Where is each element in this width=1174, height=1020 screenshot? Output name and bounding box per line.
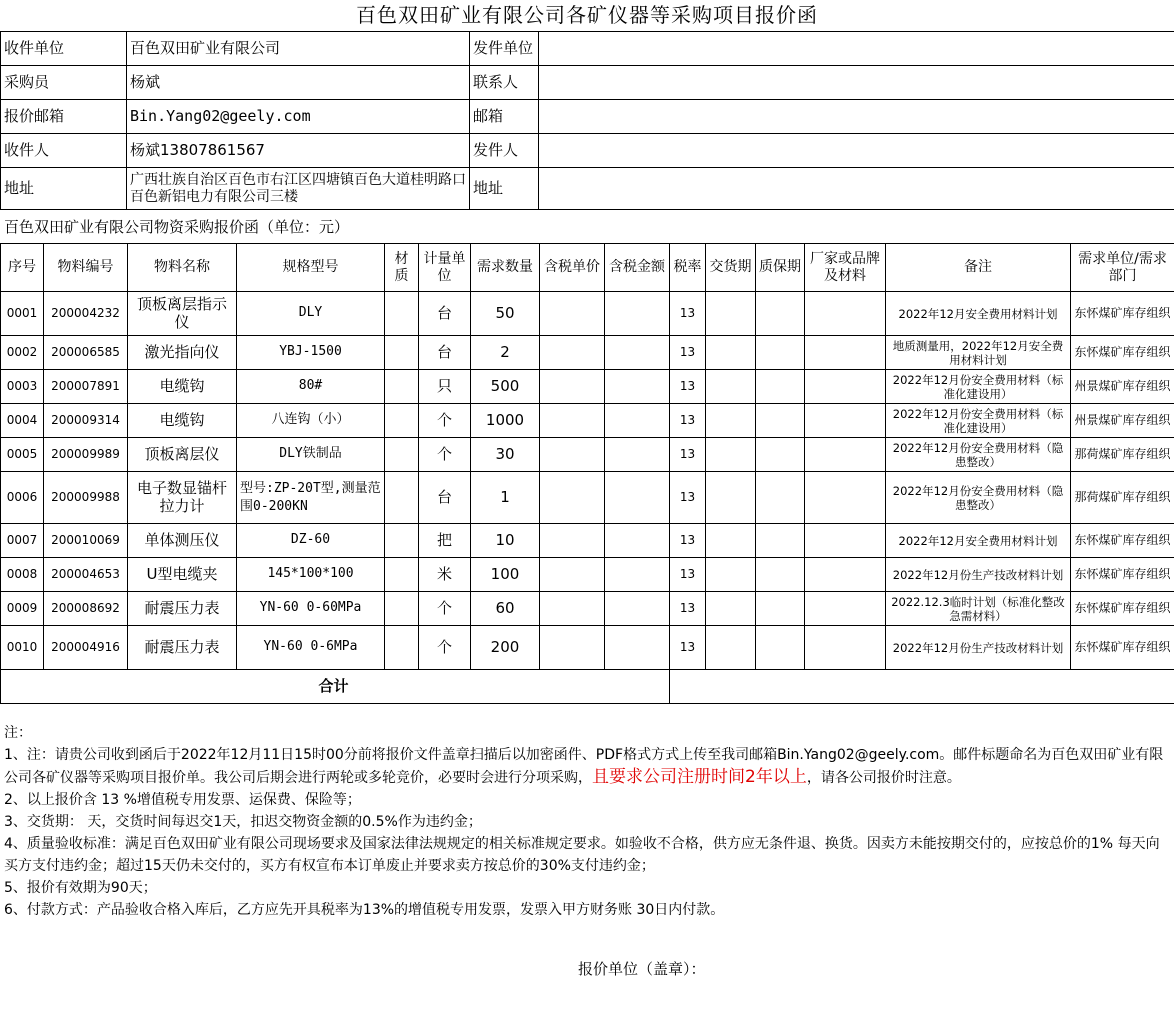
cell-code: 200004916 xyxy=(44,626,128,670)
cell-material[interactable] xyxy=(385,370,419,404)
info-row xyxy=(1,32,1174,66)
column-header: 材质 xyxy=(385,244,419,292)
info-value: 百色双田矿业有限公司 xyxy=(127,32,470,66)
column-header: 备注 xyxy=(886,244,1071,292)
cell-code: 200007891 xyxy=(44,370,128,404)
cell-no: 0007 xyxy=(1,524,44,558)
cell-tax: 13 xyxy=(670,404,706,438)
cell-name: 电子数显锚杆拉力计 xyxy=(128,472,237,524)
cell-material[interactable] xyxy=(385,336,419,370)
cell-price[interactable] xyxy=(540,336,605,370)
cell-no: 0004 xyxy=(1,404,44,438)
note-6: 6、付款方式：产品验收合格入库后，乙方应先开具税率为13%的增值税专用发票，发票入甲方财务账 30日内付款。 xyxy=(4,902,725,918)
cell-brand[interactable] xyxy=(805,370,886,404)
cell-delivery[interactable] xyxy=(706,524,756,558)
cell-remark: 2022年12月份安全费用材料（隐患整改） xyxy=(886,438,1071,472)
column-header: 含税单价 xyxy=(540,244,605,292)
cell-name: 顶板离层指示仪 xyxy=(128,292,237,336)
cell-amount[interactable] xyxy=(605,626,670,670)
cell-code: 200004232 xyxy=(44,292,128,336)
cell-spec: 145*100*100 xyxy=(237,558,385,592)
table-row xyxy=(1,558,1174,592)
cell-price[interactable] xyxy=(540,370,605,404)
cell-warranty[interactable] xyxy=(756,370,805,404)
cell-unit: 台 xyxy=(419,336,471,370)
cell-qty: 60 xyxy=(471,592,540,626)
cell-qty: 30 xyxy=(471,438,540,472)
cell-qty: 2 xyxy=(471,336,540,370)
cell-remark: 地质测量用，2022年12月安全费用材料计划 xyxy=(886,336,1071,370)
cell-remark: 2022年12月份生产技改材料计划 xyxy=(886,626,1071,670)
total-label: 合计 xyxy=(1,670,670,704)
column-header: 规格型号 xyxy=(237,244,385,292)
info-label: 发件单位 xyxy=(470,32,539,66)
cell-warranty[interactable] xyxy=(756,472,805,524)
cell-no: 0005 xyxy=(1,438,44,472)
cell-material[interactable] xyxy=(385,626,419,670)
column-header: 厂家或品牌及材料 xyxy=(805,244,886,292)
cell-code: 200009988 xyxy=(44,472,128,524)
info-value xyxy=(539,100,1174,134)
cell-amount[interactable] xyxy=(605,404,670,438)
info-row xyxy=(1,66,1174,100)
table-row xyxy=(1,472,1174,524)
cell-code: 200006585 xyxy=(44,336,128,370)
cell-brand[interactable] xyxy=(805,292,886,336)
column-header: 需求单位/需求部门 xyxy=(1071,244,1174,292)
cell-name: 耐震压力表 xyxy=(128,626,237,670)
cell-spec: 型号:ZP-20T型,测量范围0-200KN xyxy=(237,472,385,524)
cell-qty: 1 xyxy=(471,472,540,524)
cell-no: 0002 xyxy=(1,336,44,370)
cell-dept: 东怀煤矿库存组织 xyxy=(1071,558,1174,592)
cell-no: 0009 xyxy=(1,592,44,626)
cell-warranty[interactable] xyxy=(756,626,805,670)
cell-name: 电缆钩 xyxy=(128,404,237,438)
cell-price[interactable] xyxy=(540,404,605,438)
cell-no: 0010 xyxy=(1,626,44,670)
column-header: 质保期 xyxy=(756,244,805,292)
info-value xyxy=(539,168,1174,210)
column-header: 交货期 xyxy=(706,244,756,292)
cell-code: 200004653 xyxy=(44,558,128,592)
table-row xyxy=(1,370,1174,404)
info-label: 邮箱 xyxy=(470,100,539,134)
cell-material[interactable] xyxy=(385,438,419,472)
column-header: 物料名称 xyxy=(128,244,237,292)
cell-remark: 2022年12月份安全费用材料（标准化建设用） xyxy=(886,404,1071,438)
cell-code: 200009989 xyxy=(44,438,128,472)
cell-tax: 13 xyxy=(670,370,706,404)
cell-delivery[interactable] xyxy=(706,438,756,472)
cell-code: 200009314 xyxy=(44,404,128,438)
cell-price[interactable] xyxy=(540,592,605,626)
cell-spec: YN-60 0-6MPa xyxy=(237,626,385,670)
cell-price[interactable] xyxy=(540,292,605,336)
cell-delivery[interactable] xyxy=(706,626,756,670)
cell-dept: 州景煤矿库存组织 xyxy=(1071,404,1174,438)
cell-unit: 台 xyxy=(419,472,471,524)
cell-remark: 2022年12月份安全费用材料（标准化建设用） xyxy=(886,370,1071,404)
cell-warranty[interactable] xyxy=(756,558,805,592)
cell-name: U型电缆夹 xyxy=(128,558,237,592)
cell-dept: 东怀煤矿库存组织 xyxy=(1071,592,1174,626)
info-label: 报价邮箱 xyxy=(1,100,127,134)
cell-price[interactable] xyxy=(540,558,605,592)
notes xyxy=(4,722,1170,921)
cell-qty: 200 xyxy=(471,626,540,670)
cell-dept: 东怀煤矿库存组织 xyxy=(1071,292,1174,336)
cell-remark: 2022年12月份安全费用材料（隐患整改） xyxy=(886,472,1071,524)
cell-material[interactable] xyxy=(385,524,419,558)
cell-spec: YN-60 0-60MPa xyxy=(237,592,385,626)
cell-amount[interactable] xyxy=(605,292,670,336)
info-value: 广西壮族自治区百色市右江区四塘镇百色大道桂明路口百色新铝电力有限公司三楼 xyxy=(127,168,470,210)
cell-delivery[interactable] xyxy=(706,592,756,626)
cell-material[interactable] xyxy=(385,292,419,336)
cell-dept: 东怀煤矿库存组织 xyxy=(1071,626,1174,670)
cell-tax: 13 xyxy=(670,438,706,472)
cell-name: 单体测压仪 xyxy=(128,524,237,558)
cell-tax: 13 xyxy=(670,336,706,370)
cell-qty: 10 xyxy=(471,524,540,558)
note-1-highlight: 且要求公司注册时间2年以上 xyxy=(592,767,807,787)
cell-spec: DLY铁制品 xyxy=(237,438,385,472)
table-row xyxy=(1,626,1174,670)
cell-dept: 那荷煤矿库存组织 xyxy=(1071,472,1174,524)
cell-unit: 只 xyxy=(419,370,471,404)
cell-unit: 个 xyxy=(419,626,471,670)
cell-spec: 80# xyxy=(237,370,385,404)
info-value: Bin.Yang02@geely.com xyxy=(127,100,470,134)
info-label: 收件人 xyxy=(1,134,127,168)
column-header: 含税金额 xyxy=(605,244,670,292)
cell-unit: 米 xyxy=(419,558,471,592)
cell-warranty[interactable] xyxy=(756,336,805,370)
info-label: 发件人 xyxy=(470,134,539,168)
cell-unit: 个 xyxy=(419,404,471,438)
table-header-row xyxy=(1,244,1174,292)
cell-amount[interactable] xyxy=(605,438,670,472)
cell-amount[interactable] xyxy=(605,524,670,558)
table-row xyxy=(1,292,1174,336)
cell-dept: 东怀煤矿库存组织 xyxy=(1071,336,1174,370)
cell-tax: 13 xyxy=(670,292,706,336)
cell-qty: 100 xyxy=(471,558,540,592)
cell-warranty[interactable] xyxy=(756,404,805,438)
cell-delivery[interactable] xyxy=(706,292,756,336)
note-1: 1、注：请贵公司收到函后于2022年12月11日15时00分前将报价文件盖章扫描后以加密函件、PDF格式方式上传至我司邮箱Bin.Yang02@geely.com。邮件标题命名为百色双田矿业有限公司各矿仪器等采购项目报价单。我公司后期会进行两轮或多轮竞价，必要时会进行分项采购，且要求公司注册时间2年以上，请各公司报价时注意。 xyxy=(4,747,1164,787)
cell-no: 0008 xyxy=(1,558,44,592)
cell-no: 0003 xyxy=(1,370,44,404)
table-row xyxy=(1,524,1174,558)
cell-unit: 个 xyxy=(419,592,471,626)
cell-amount[interactable] xyxy=(605,472,670,524)
cell-price[interactable] xyxy=(540,524,605,558)
cell-amount[interactable] xyxy=(605,336,670,370)
info-table xyxy=(0,31,1174,210)
cell-qty: 500 xyxy=(471,370,540,404)
cell-warranty[interactable] xyxy=(756,592,805,626)
cell-qty: 1000 xyxy=(471,404,540,438)
note-5: 5、报价有效期为90天； xyxy=(4,880,157,896)
cell-spec: DZ-60 xyxy=(237,524,385,558)
cell-material[interactable] xyxy=(385,592,419,626)
cell-no: 0006 xyxy=(1,472,44,524)
table-subtitle: 百色双田矿业有限公司物资采购报价函（单位：元） xyxy=(4,218,350,236)
cell-warranty[interactable] xyxy=(756,438,805,472)
cell-tax: 13 xyxy=(670,472,706,524)
cell-name: 激光指向仪 xyxy=(128,336,237,370)
cell-tax: 13 xyxy=(670,524,706,558)
cell-price[interactable] xyxy=(540,626,605,670)
info-label: 地址 xyxy=(1,168,127,210)
info-value xyxy=(539,66,1174,100)
cell-delivery[interactable] xyxy=(706,472,756,524)
cell-delivery[interactable] xyxy=(706,370,756,404)
total-value xyxy=(670,670,1174,704)
cell-price[interactable] xyxy=(540,472,605,524)
cell-material[interactable] xyxy=(385,558,419,592)
cell-remark: 2022.12.3临时计划（标准化整改急需材料） xyxy=(886,592,1071,626)
signature-line: 报价单位（盖章）： xyxy=(578,960,706,978)
column-header: 税率 xyxy=(670,244,706,292)
info-value xyxy=(539,32,1174,66)
info-row xyxy=(1,100,1174,134)
cell-dept: 东怀煤矿库存组织 xyxy=(1071,524,1174,558)
table-row xyxy=(1,404,1174,438)
info-value: 杨斌13807861567 xyxy=(127,134,470,168)
cell-qty: 50 xyxy=(471,292,540,336)
cell-dept: 那荷煤矿库存组织 xyxy=(1071,438,1174,472)
table-row xyxy=(1,336,1174,370)
cell-brand[interactable] xyxy=(805,472,886,524)
cell-warranty[interactable] xyxy=(756,292,805,336)
column-header: 需求数量 xyxy=(471,244,540,292)
column-header: 计量单位 xyxy=(419,244,471,292)
notes-heading: 注： xyxy=(4,725,32,741)
cell-brand[interactable] xyxy=(805,626,886,670)
info-row xyxy=(1,134,1174,168)
page-title: 百色双田矿业有限公司各矿仪器等采购项目报价函 xyxy=(0,0,1174,32)
cell-tax: 13 xyxy=(670,558,706,592)
cell-remark: 2022年12月安全费用材料计划 xyxy=(886,292,1071,336)
cell-unit: 台 xyxy=(419,292,471,336)
column-header: 物料编号 xyxy=(44,244,128,292)
cell-dept: 州景煤矿库存组织 xyxy=(1071,370,1174,404)
cell-unit: 个 xyxy=(419,438,471,472)
info-label: 联系人 xyxy=(470,66,539,100)
cell-amount[interactable] xyxy=(605,558,670,592)
items-table xyxy=(0,243,1174,704)
cell-brand[interactable] xyxy=(805,592,886,626)
cell-brand[interactable] xyxy=(805,558,886,592)
table-row xyxy=(1,438,1174,472)
cell-unit: 把 xyxy=(419,524,471,558)
cell-amount[interactable] xyxy=(605,370,670,404)
note-4: 4、质量验收标准：满足百色双田矿业有限公司现场要求及国家法律法规规定的相关标准规定要求。如验收不合格，供方应无条件退、换货。因卖方未能按期交付的，应按总价的1% 每天向买方支付违约金；超过15天仍未交付的，买方有权宣布本订单废止并要求卖方按总价的30%支付违约金； xyxy=(4,836,1160,874)
cell-brand[interactable] xyxy=(805,404,886,438)
cell-delivery[interactable] xyxy=(706,336,756,370)
cell-brand[interactable] xyxy=(805,336,886,370)
table-row xyxy=(1,592,1174,626)
cell-spec: DLY xyxy=(237,292,385,336)
note-2: 2、以上报价含 13 %增值税专用发票、运保费、保险等； xyxy=(4,792,361,808)
info-label: 采购员 xyxy=(1,66,127,100)
cell-spec: YBJ-1500 xyxy=(237,336,385,370)
cell-name: 耐震压力表 xyxy=(128,592,237,626)
cell-no: 0001 xyxy=(1,292,44,336)
cell-code: 200008692 xyxy=(44,592,128,626)
cell-tax: 13 xyxy=(670,626,706,670)
cell-name: 电缆钩 xyxy=(128,370,237,404)
cell-amount[interactable] xyxy=(605,592,670,626)
cell-brand[interactable] xyxy=(805,524,886,558)
cell-code: 200010069 xyxy=(44,524,128,558)
info-label: 地址 xyxy=(470,168,539,210)
cell-warranty[interactable] xyxy=(756,524,805,558)
cell-tax: 13 xyxy=(670,592,706,626)
cell-delivery[interactable] xyxy=(706,404,756,438)
cell-delivery[interactable] xyxy=(706,558,756,592)
cell-material[interactable] xyxy=(385,472,419,524)
info-value: 杨斌 xyxy=(127,66,470,100)
info-row xyxy=(1,168,1174,210)
total-row xyxy=(1,670,1174,704)
cell-spec: 八连钩（小） xyxy=(237,404,385,438)
note-3: 3、交货期： 天，交货时间每迟交1天，扣迟交物资金额的0.5%作为违约金； xyxy=(4,814,482,830)
cell-brand[interactable] xyxy=(805,438,886,472)
info-value xyxy=(539,134,1174,168)
cell-price[interactable] xyxy=(540,438,605,472)
column-header: 序号 xyxy=(1,244,44,292)
cell-remark: 2022年12月份生产技改材料计划 xyxy=(886,558,1071,592)
cell-remark: 2022年12月安全费用材料计划 xyxy=(886,524,1071,558)
info-label: 收件单位 xyxy=(1,32,127,66)
cell-name: 顶板离层仪 xyxy=(128,438,237,472)
cell-material[interactable] xyxy=(385,404,419,438)
